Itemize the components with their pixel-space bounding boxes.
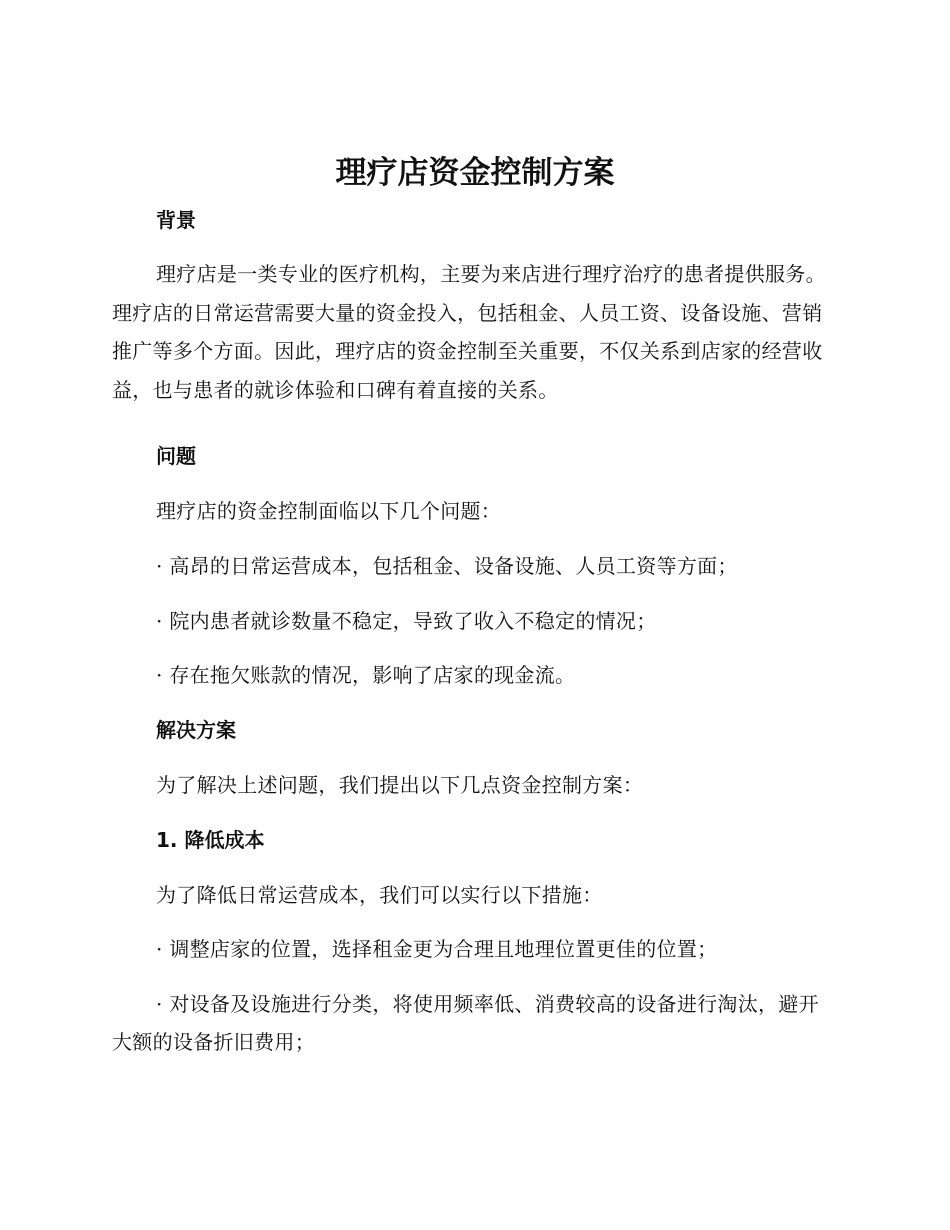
section-heading-background: 背景 [156,208,196,232]
document-title: 理疗店资金控制方案 [335,155,615,191]
section-heading-solutions: 解决方案 [156,718,236,742]
solutions-intro: 为了解决上述问题，我们提出以下几点资金控制方案： [156,773,644,797]
section-heading-problems: 问题 [156,444,196,468]
background-paragraph: 理疗店是一类专业的医疗机构，主要为来店进行理疗治疗的患者提供服务。理疗店的日常运营需要大量的资金投入，包括租金、人员工资、设备设施、营销推广等多个方面。因此，理疗店的资金控制至关重要，不仅关系到店家的经营收益，也与患者的就诊体验和口碑有着直接的关系。 [112,262,826,402]
reduce-cost-intro: 为了降低日常运营成本，我们可以实行以下措施： [156,883,603,907]
problem-item-3: · 存在拖欠账款的情况，影响了店家的现金流。 [156,663,576,687]
subsection-heading-reduce-cost: 1. 降低成本 [156,828,265,852]
measure-item-1: · 调整店家的位置，选择租金更为合理且地理位置更佳的位置； [156,937,718,961]
measure-item-2: · 对设备及设施进行分类，将使用频率低、消费较高的设备进行淘汰，避开大额的设备折旧费用； [112,992,819,1054]
problem-item-2: · 院内患者就诊数量不稳定，导致了收入不稳定的情况； [156,609,657,633]
problem-item-1: · 高昂的日常运营成本，包括租金、设备设施、人员工资等方面； [156,554,738,578]
problems-intro: 理疗店的资金控制面临以下几个问题： [156,499,502,523]
